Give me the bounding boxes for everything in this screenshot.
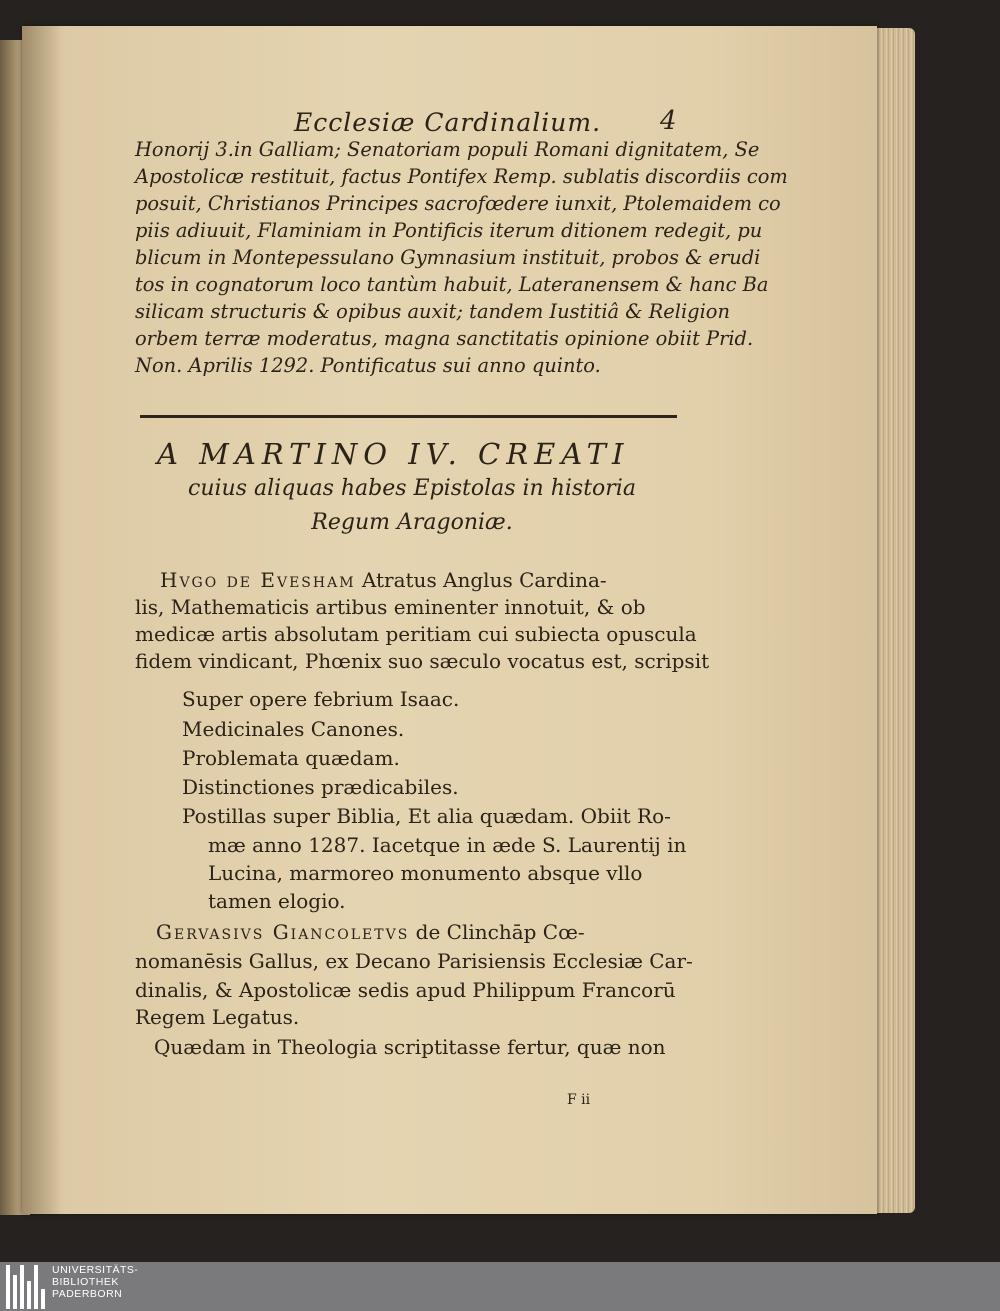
library-banner bbox=[0, 1262, 1000, 1311]
work-item: Problemata quædam. bbox=[182, 746, 400, 770]
entry-line: Lucina, marmoreo monumento absque vllo bbox=[208, 861, 643, 885]
work-item: Postillas super Biblia, Et alia quædam. Obiit Ro- bbox=[182, 804, 671, 828]
library-name-line: PADERBORN bbox=[52, 1288, 123, 1300]
entry-line: Quædam in Theologia scriptitasse fertur, quæ non bbox=[154, 1035, 666, 1059]
entry-line: Regem Legatus. bbox=[135, 1005, 300, 1029]
section-subheading: cuius aliquas habes Epistolas in historia bbox=[188, 476, 636, 501]
work-item: Super opere febrium Isaac. bbox=[182, 687, 460, 711]
work-item: Medicinales Canones. bbox=[182, 717, 405, 741]
intro-line: Apostolicæ restituit, factus Pontifex Remp. sublatis discordiis com bbox=[135, 165, 788, 188]
intro-line: piis adiuuit, Flaminiam in Pontificis iterum ditionem redegit, pu bbox=[135, 219, 763, 242]
library-name-line: BIBLIOTHEK bbox=[52, 1276, 119, 1288]
entry-line: medicæ artis absolutam peritiam cui subiecta opuscula bbox=[135, 622, 697, 646]
entry-first-line bbox=[160, 567, 607, 594]
library-logo-icon bbox=[6, 1265, 46, 1309]
entry-text: Atratus Anglus Cardina- bbox=[361, 568, 607, 592]
entry-line: mæ anno 1287. Iacetque in æde S. Laurentij in bbox=[208, 833, 687, 857]
entry-line: nomanēsis Gallus, ex Decano Parisiensis Ecclesiæ Car- bbox=[135, 949, 693, 973]
entry-line: lis, Mathematicis artibus eminenter innotuit, & ob bbox=[135, 595, 646, 619]
intro-line: posuit, Christianos Principes sacrofœdere iunxit, Ptolemaidem co bbox=[135, 192, 781, 215]
intro-line: tos in cognatorum loco tantùm habuit, Lateranensem & hanc Ba bbox=[135, 273, 769, 296]
entry-line: tamen elogio. bbox=[208, 889, 346, 913]
entry-first-line bbox=[156, 919, 585, 946]
signature-mark: F ii bbox=[567, 1092, 591, 1108]
entry-line: fidem vindicant, Phœnix suo sæculo vocatus est, scripsit bbox=[135, 649, 710, 673]
entry-name: Gervasivs Giancoletvs bbox=[156, 920, 410, 944]
intro-line: Non. Aprilis 1292. Pontificatus sui anno quinto. bbox=[135, 354, 601, 377]
work-item: Distinctiones prædicabiles. bbox=[182, 775, 459, 799]
running-head: Ecclesiæ Cardinalium. bbox=[294, 108, 602, 137]
library-name-line: UNIVERSITÄTS- bbox=[52, 1264, 139, 1276]
intro-line: Honorij 3.in Galliam; Senatoriam populi Romani dignitatem, Se bbox=[135, 138, 760, 161]
entry-line: dinalis, & Apostolicæ sedis apud Philippum Francorū bbox=[135, 978, 676, 1002]
page-number: 4 bbox=[660, 106, 677, 136]
section-subheading: Regum Aragoniæ. bbox=[311, 510, 513, 535]
entry-name: Hvgo de Evesham bbox=[160, 568, 356, 592]
entry-text: de Clinchāp Cœ- bbox=[415, 920, 585, 944]
page-gutter-shadow bbox=[22, 26, 62, 1214]
intro-line: silicam structuris & opibus auxit; tandem Iustitiâ & Religion bbox=[135, 300, 730, 323]
book-page bbox=[22, 26, 877, 1214]
section-heading: A MARTINO IV. CREATI bbox=[157, 437, 630, 471]
library-name bbox=[52, 1264, 138, 1300]
intro-line: blicum in Montepessulano Gymnasium instituit, probos & erudi bbox=[135, 246, 761, 269]
section-divider-rule bbox=[140, 415, 677, 418]
intro-line: orbem terræ moderatus, magna sanctitatis opinione obiit Prid. bbox=[135, 327, 754, 350]
